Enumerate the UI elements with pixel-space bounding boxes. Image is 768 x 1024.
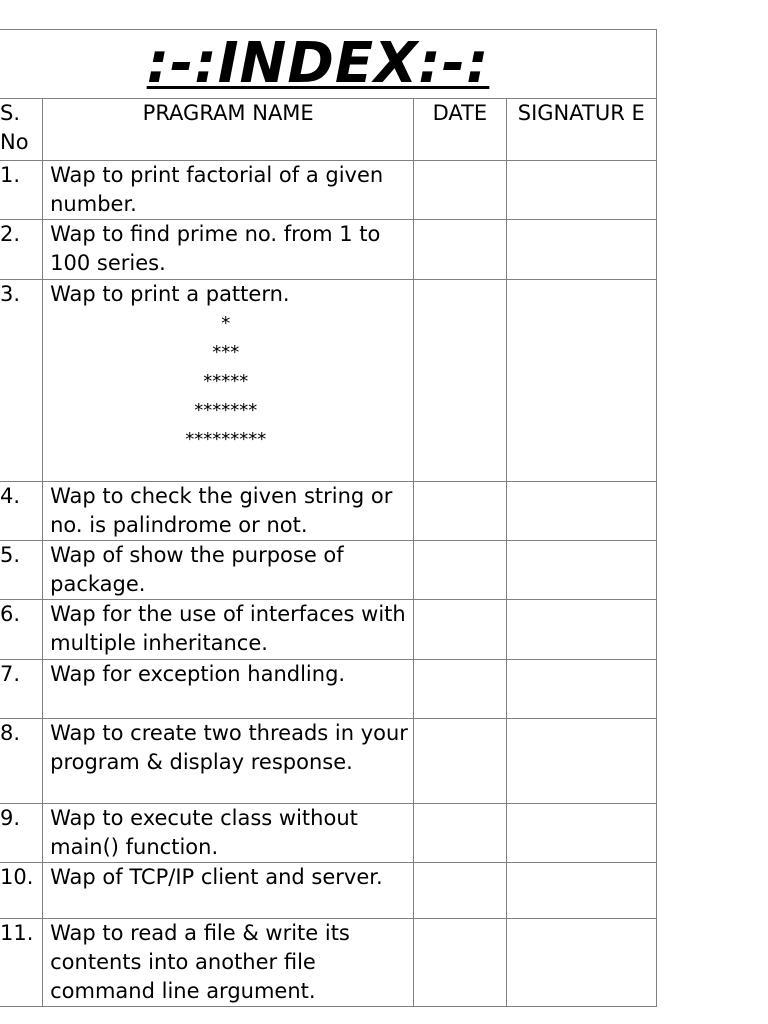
row-program-name: Wap for the use of interfaces with multiple inheritance. bbox=[43, 600, 414, 660]
row-signature-cell bbox=[506, 600, 656, 660]
table-row bbox=[0, 919, 657, 1007]
row-program-name: Wap for exception handling. bbox=[43, 660, 414, 719]
row-sno: 7. bbox=[0, 660, 43, 719]
row-date-cell bbox=[414, 719, 506, 804]
header-row bbox=[0, 99, 657, 161]
row-program-name: Wap to read a file & write its contents into another file command line argument. bbox=[43, 919, 414, 1007]
row-date-cell bbox=[414, 541, 506, 600]
row-date-cell bbox=[414, 482, 506, 541]
table-row bbox=[0, 660, 657, 719]
row-sno: 9. bbox=[0, 804, 43, 863]
row-date-cell bbox=[414, 804, 506, 863]
row-date-cell bbox=[414, 161, 506, 220]
index-table bbox=[0, 29, 657, 1007]
table-row bbox=[0, 863, 657, 919]
row-date-cell bbox=[414, 220, 506, 280]
row-date-cell bbox=[414, 863, 506, 919]
pattern-line: *** bbox=[212, 342, 240, 363]
table-row bbox=[0, 600, 657, 660]
row-sno: 11. bbox=[0, 919, 43, 1007]
row-signature-cell bbox=[506, 919, 656, 1007]
row-date-cell bbox=[414, 660, 506, 719]
row-sno: 2. bbox=[0, 220, 43, 280]
row-signature-cell bbox=[506, 482, 656, 541]
pattern-line: ***** bbox=[203, 371, 249, 392]
row-signature-cell bbox=[506, 280, 656, 482]
row-program-name: Wap of show the purpose of package. bbox=[43, 541, 414, 600]
table-row bbox=[0, 482, 657, 541]
row-signature-cell bbox=[506, 660, 656, 719]
pattern-line: ******* bbox=[194, 400, 258, 421]
row-date-cell bbox=[414, 600, 506, 660]
row-sno: 8. bbox=[0, 719, 43, 804]
row-sno: 1. bbox=[0, 161, 43, 220]
row-sno: 3. bbox=[0, 280, 43, 482]
page-title: :-:INDEX:-: bbox=[146, 31, 490, 96]
row-signature-cell bbox=[506, 863, 656, 919]
star-pattern bbox=[50, 309, 409, 454]
header-program-name: PRAGRAM NAME bbox=[43, 99, 414, 161]
row-sno: 10. bbox=[0, 863, 43, 919]
row-sno: 4. bbox=[0, 482, 43, 541]
row-program-name-cell bbox=[43, 280, 414, 482]
row-signature-cell bbox=[506, 719, 656, 804]
row-date-cell bbox=[414, 919, 506, 1007]
row-signature-cell bbox=[506, 804, 656, 863]
table-row bbox=[0, 804, 657, 863]
table-row bbox=[0, 719, 657, 804]
pattern-line: * bbox=[221, 313, 231, 334]
title-cell bbox=[0, 30, 657, 99]
row-signature-cell bbox=[506, 541, 656, 600]
row-program-name: Wap to find prime no. from 1 to 100 series. bbox=[43, 220, 414, 280]
pattern-line: ********* bbox=[185, 429, 267, 450]
row-program-name: Wap to create two threads in your program & display response. bbox=[43, 719, 414, 804]
row-program-name: Wap to execute class without main() function. bbox=[43, 804, 414, 863]
row-program-name: Wap to print factorial of a given number. bbox=[43, 161, 414, 220]
row-sno: 6. bbox=[0, 600, 43, 660]
row-program-name: Wap to print a pattern. bbox=[50, 282, 290, 306]
table-row bbox=[0, 161, 657, 220]
table-row bbox=[0, 541, 657, 600]
table-row bbox=[0, 280, 657, 482]
header-date: DATE bbox=[414, 99, 506, 161]
title-row bbox=[0, 30, 657, 99]
row-date-cell bbox=[414, 280, 506, 482]
header-sno: S. No bbox=[0, 99, 43, 161]
row-sno: 5. bbox=[0, 541, 43, 600]
row-program-name: Wap of TCP/IP client and server. bbox=[43, 863, 414, 919]
table-row bbox=[0, 220, 657, 280]
row-signature-cell bbox=[506, 161, 656, 220]
header-signature: SIGNATUR E bbox=[506, 99, 656, 161]
row-signature-cell bbox=[506, 220, 656, 280]
row-program-name: Wap to check the given string or no. is palindrome or not. bbox=[43, 482, 414, 541]
